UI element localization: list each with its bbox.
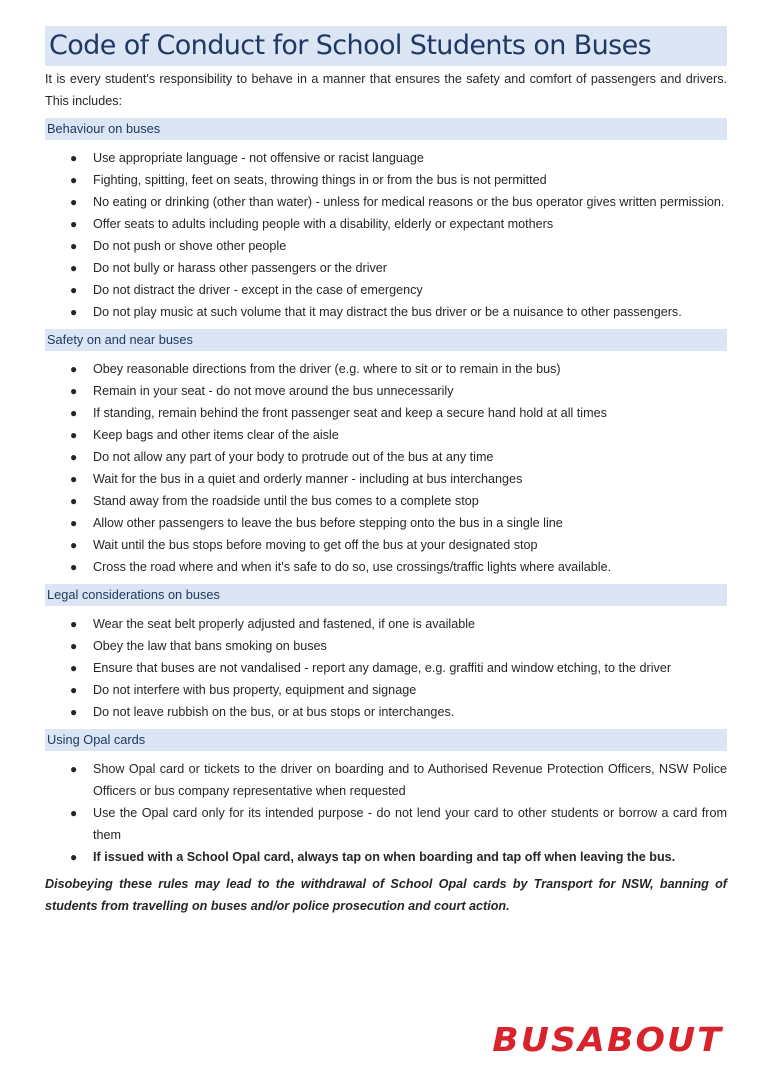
list-item-text: Do not play music at such volume that it may distract the bus driver or be a nuisance to other passengers. (93, 305, 682, 319)
list-item-text: Obey the law that bans smoking on buses (93, 639, 327, 653)
list-item (45, 446, 727, 468)
list-item-text: Do not push or shove other people (93, 239, 287, 253)
busabout-logo: BUSABOUT (492, 1020, 723, 1059)
list-item-text: Do not distract the driver - except in the case of emergency (93, 283, 423, 297)
bullet-icon: ● (70, 683, 78, 697)
bullet-icon: ● (70, 239, 78, 253)
bullet-icon: ● (70, 538, 78, 552)
list-item (45, 534, 727, 556)
bullet-icon: ● (70, 661, 78, 675)
list-item (45, 169, 727, 191)
bullet-icon: ● (70, 305, 78, 319)
bullet-icon: ● (70, 617, 78, 631)
list-item (45, 468, 727, 490)
list-item-text: Use the Opal card only for its intended purpose - do not lend your card to other students or borrow a card from them (93, 806, 727, 842)
list-item (45, 257, 727, 279)
list-item-text: Remain in your seat - do not move around the bus unnecessarily (93, 384, 454, 398)
list-item (45, 424, 727, 446)
list-item-text: Show Opal card or tickets to the driver on boarding and to Authorised Revenue Protection Officers, NSW Police Officers or bus company representative when requested (93, 762, 727, 798)
list-item (45, 191, 727, 213)
list-item (45, 402, 727, 424)
list-item (45, 147, 727, 169)
list-item-text: Use appropriate language - not offensive or racist language (93, 151, 424, 165)
list-item (45, 613, 727, 635)
bullet-icon: ● (70, 494, 78, 508)
section-heading: Using Opal cards (45, 729, 727, 751)
list-item-text: Do not leave rubbish on the bus, or at bus stops or interchanges. (93, 705, 455, 719)
list-item-text: Ensure that buses are not vandalised - report any damage, e.g. graffiti and window etching, to the driver (93, 661, 672, 675)
document-page (45, 26, 727, 930)
bullet-icon: ● (70, 762, 78, 776)
list-item-text: If issued with a School Opal card, always tap on when boarding and tap off when leaving the bus. (93, 850, 676, 864)
list-item (45, 679, 727, 701)
bullet-icon: ● (70, 639, 78, 653)
section-heading: Behaviour on buses (45, 118, 727, 140)
bullet-icon: ● (70, 516, 78, 530)
list-item-text: Obey reasonable directions from the driver (e.g. where to sit or to remain in the bus) (93, 362, 561, 376)
bullet-icon: ● (70, 261, 78, 275)
list-item-text: Keep bags and other items clear of the aisle (93, 428, 339, 442)
bullet-icon: ● (70, 450, 78, 464)
list-item (45, 380, 727, 402)
list-item (45, 802, 727, 846)
bullet-icon: ● (70, 217, 78, 231)
list-item (45, 846, 727, 868)
bullet-icon: ● (70, 283, 78, 297)
list-item-text: Offer seats to adults including people with a disability, elderly or expectant mothers (93, 217, 554, 231)
bullet-list (45, 147, 727, 323)
list-item-text: Do not allow any part of your body to protrude out of the bus at any time (93, 450, 494, 464)
list-item (45, 701, 727, 723)
list-item-text: No eating or drinking (other than water) - unless for medical reasons or the bus operator gives written permission. (93, 195, 725, 209)
list-item-text: Stand away from the roadside until the bus comes to a complete stop (93, 494, 479, 508)
list-item (45, 657, 727, 679)
bullet-icon: ● (70, 406, 78, 420)
bullet-list (45, 758, 727, 868)
list-item-text: Wait for the bus in a quiet and orderly manner - including at bus interchanges (93, 472, 523, 486)
bullet-icon: ● (70, 705, 78, 719)
bullet-icon: ● (70, 560, 78, 574)
list-item-text: Wait until the bus stops before moving to get off the bus at your designated stop (93, 538, 538, 552)
closing-statement: Disobeying these rules may lead to the withdrawal of School Opal cards by Transport for NSW, banning of students from travelling on buses and/or police prosecution and court action. (45, 877, 727, 913)
bullet-icon: ● (70, 173, 78, 187)
list-item (45, 556, 727, 578)
list-item-text: Wear the seat belt properly adjusted and fastened, if one is available (93, 617, 476, 631)
list-item-text: Do not interfere with bus property, equipment and signage (93, 683, 417, 697)
list-item (45, 301, 727, 323)
intro-paragraph: It is every student's responsibility to behave in a manner that ensures the safety and comfort of passengers and drivers. This includes: (45, 72, 727, 108)
list-item-text: Do not bully or harass other passengers or the driver (93, 261, 388, 275)
bullet-icon: ● (70, 151, 78, 165)
bullet-icon: ● (70, 384, 78, 398)
bullet-list (45, 613, 727, 723)
list-item-text: If standing, remain behind the front passenger seat and keep a secure hand hold at all times (93, 406, 607, 420)
bullet-icon: ● (70, 472, 78, 486)
list-item-text: Cross the road where and when it's safe to do so, use crossings/traffic lights where available. (93, 560, 612, 574)
bullet-icon: ● (70, 806, 78, 820)
list-item (45, 490, 727, 512)
bullet-icon: ● (70, 428, 78, 442)
section-heading: Legal considerations on buses (45, 584, 727, 606)
page-title: Code of Conduct for School Students on Buses (45, 26, 727, 66)
list-item (45, 279, 727, 301)
list-item (45, 358, 727, 380)
sections-container (45, 118, 727, 868)
list-item-text: Allow other passengers to leave the bus before stepping onto the bus in a single line (93, 516, 563, 530)
bullet-icon: ● (70, 195, 78, 209)
bullet-icon: ● (70, 850, 78, 864)
section-heading: Safety on and near buses (45, 329, 727, 351)
list-item (45, 758, 727, 802)
list-item (45, 635, 727, 657)
bullet-icon: ● (70, 362, 78, 376)
list-item (45, 512, 727, 534)
bullet-list (45, 358, 727, 578)
list-item (45, 213, 727, 235)
list-item-text: Fighting, spitting, feet on seats, throwing things in or from the bus is not permitted (93, 173, 547, 187)
list-item (45, 235, 727, 257)
